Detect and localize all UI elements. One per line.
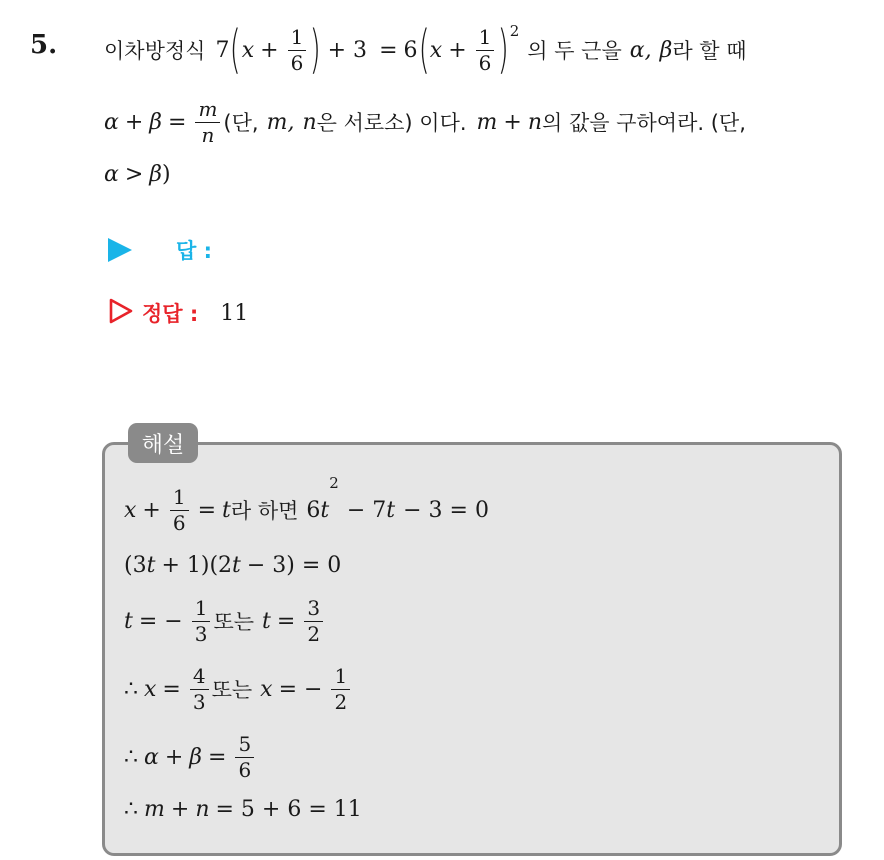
correct-answer-row xyxy=(108,297,248,329)
substitution-text: 라 하면 xyxy=(230,499,299,523)
frac-denominator: n xyxy=(201,122,215,147)
therefore-symbol: ∴ xyxy=(124,676,138,702)
var-n-2: n xyxy=(527,109,543,135)
solution-line-6 xyxy=(124,792,362,826)
equals-sign: = xyxy=(197,497,217,523)
question-line-3 xyxy=(104,156,171,192)
var-x: x xyxy=(241,37,255,63)
alpha-symbol: α xyxy=(104,161,119,187)
plus-sign-2: + xyxy=(503,109,522,135)
var-t: t xyxy=(320,497,330,523)
correct-answer-value: 11 xyxy=(220,300,249,326)
frac-numerator: 3 xyxy=(307,595,321,620)
var-n: n xyxy=(302,109,317,135)
or-text: 또는 xyxy=(213,610,255,634)
right-paren-2: ) xyxy=(497,20,510,80)
frac-numerator: 1 xyxy=(290,24,304,49)
greater-than-sign: > xyxy=(124,161,144,187)
correct-answer-label: 정답 : xyxy=(142,302,199,326)
equals-sign: = xyxy=(168,109,187,135)
var-n: n xyxy=(195,796,210,822)
fraction-one-third xyxy=(192,595,211,646)
var-m: m xyxy=(144,796,165,822)
when-text: 라 할 때 xyxy=(672,39,747,63)
frac-denominator: 6 xyxy=(238,757,252,782)
frac-denominator: 6 xyxy=(172,510,186,535)
final-result: = 5 + 6 = 11 xyxy=(215,796,362,822)
frac-numerator: m xyxy=(198,96,218,121)
answer-row xyxy=(108,234,212,266)
equation-tail: − 3 = 0 xyxy=(403,497,489,523)
solution-line-4 xyxy=(124,660,353,718)
fraction-four-thirds xyxy=(190,663,209,714)
frac-denominator: 6 xyxy=(290,50,304,75)
exponent-2: 2 xyxy=(509,22,520,40)
close-paren: ) xyxy=(162,161,171,187)
right-paren: ) xyxy=(309,20,322,80)
fraction-one-sixth xyxy=(170,484,189,535)
frac-denominator: 2 xyxy=(307,621,321,646)
factor-end: − 3) = 0 xyxy=(246,552,342,578)
factor-middle: + 1)(2 xyxy=(161,552,233,578)
coprime-text: 은 서로소) 이다. xyxy=(316,111,467,135)
var-t: t xyxy=(262,608,271,634)
plus-sign: + xyxy=(124,109,144,135)
frac-numerator: 4 xyxy=(192,663,206,688)
therefore-symbol: ∴ xyxy=(124,796,138,822)
var-x: x xyxy=(260,676,273,702)
beta-symbol: β xyxy=(189,744,203,770)
frac-numerator: 1 xyxy=(172,484,186,509)
var-t: t xyxy=(146,552,156,578)
left-paren: ( xyxy=(230,20,242,80)
alpha-symbol: α, xyxy=(629,37,652,63)
frac-numerator: 1 xyxy=(478,24,492,49)
exponent-2: 2 xyxy=(329,474,339,492)
var-t: t xyxy=(386,497,396,523)
var-m: m, xyxy=(266,109,295,135)
question-line-2 xyxy=(104,94,746,150)
or-text: 또는 xyxy=(211,678,253,702)
solution-line-5 xyxy=(124,728,257,786)
plus-sign-2: + xyxy=(448,37,467,63)
var-x-2: x xyxy=(429,37,443,63)
equals-sign: = xyxy=(379,37,398,63)
frac-denominator: 2 xyxy=(334,689,348,714)
play-triangle-icon xyxy=(108,238,132,262)
var-x: x xyxy=(124,497,137,523)
var-t: t xyxy=(232,552,241,578)
question-line-1 xyxy=(104,18,747,82)
frac-denominator: 3 xyxy=(194,621,208,646)
factor-open: (3 xyxy=(124,552,147,578)
var-t: t xyxy=(124,608,133,634)
therefore-symbol: ∴ xyxy=(124,744,138,770)
beta-symbol: β xyxy=(149,161,163,187)
var-t: t xyxy=(222,497,231,523)
plus-sign: + xyxy=(260,37,279,63)
alpha-symbol: α xyxy=(144,744,159,770)
alpha-symbol: α xyxy=(104,109,119,135)
left-paren-2: ( xyxy=(418,20,430,80)
fraction-three-halves xyxy=(304,595,323,646)
frac-numerator: 1 xyxy=(194,595,208,620)
beta-symbol: β xyxy=(149,109,163,135)
plus-sign: + xyxy=(142,497,161,523)
equals-sign: = xyxy=(276,608,296,634)
fraction-one-sixth xyxy=(288,24,307,75)
var-x: x xyxy=(144,676,157,702)
fraction-m-over-n xyxy=(195,96,220,147)
frac-denominator: 3 xyxy=(192,689,206,714)
question-number: 5. xyxy=(30,30,58,60)
condition-open: (단, xyxy=(223,111,259,135)
equals-minus: = − xyxy=(278,676,323,702)
solution-tag: 해설 xyxy=(128,423,198,463)
equals-minus: = − xyxy=(138,608,183,634)
coefficient-6: 6 xyxy=(403,37,418,63)
coefficient-6: 6 xyxy=(306,497,321,523)
fraction-one-half xyxy=(331,663,350,714)
plus-three: + 3 xyxy=(327,37,368,63)
minus-seven: − 7 xyxy=(346,497,387,523)
solution-line-2 xyxy=(124,548,341,582)
var-m-2: m xyxy=(476,109,498,135)
equals-sign: = xyxy=(162,676,181,702)
question-intro: 이차방정식 xyxy=(104,39,206,63)
frac-denominator: 6 xyxy=(478,50,492,75)
frac-numerator: 1 xyxy=(334,663,348,688)
outline-triangle-icon xyxy=(108,297,134,329)
frac-numerator: 5 xyxy=(238,731,252,756)
roots-text: 의 두 근을 xyxy=(527,39,622,63)
equals-sign: = xyxy=(208,744,227,770)
answer-label: 답 : xyxy=(176,239,212,263)
fraction-five-sixths xyxy=(235,731,254,782)
solution-line-3 xyxy=(124,592,326,650)
plus-sign: + xyxy=(164,744,184,770)
plus-sign: + xyxy=(170,796,190,822)
fraction-one-sixth-2 xyxy=(476,24,495,75)
question-text: 의 값을 구하여라. (단, xyxy=(542,111,746,135)
beta-symbol: β xyxy=(659,37,673,63)
coefficient-7: 7 xyxy=(215,37,230,63)
solution-line-1 xyxy=(124,474,489,538)
